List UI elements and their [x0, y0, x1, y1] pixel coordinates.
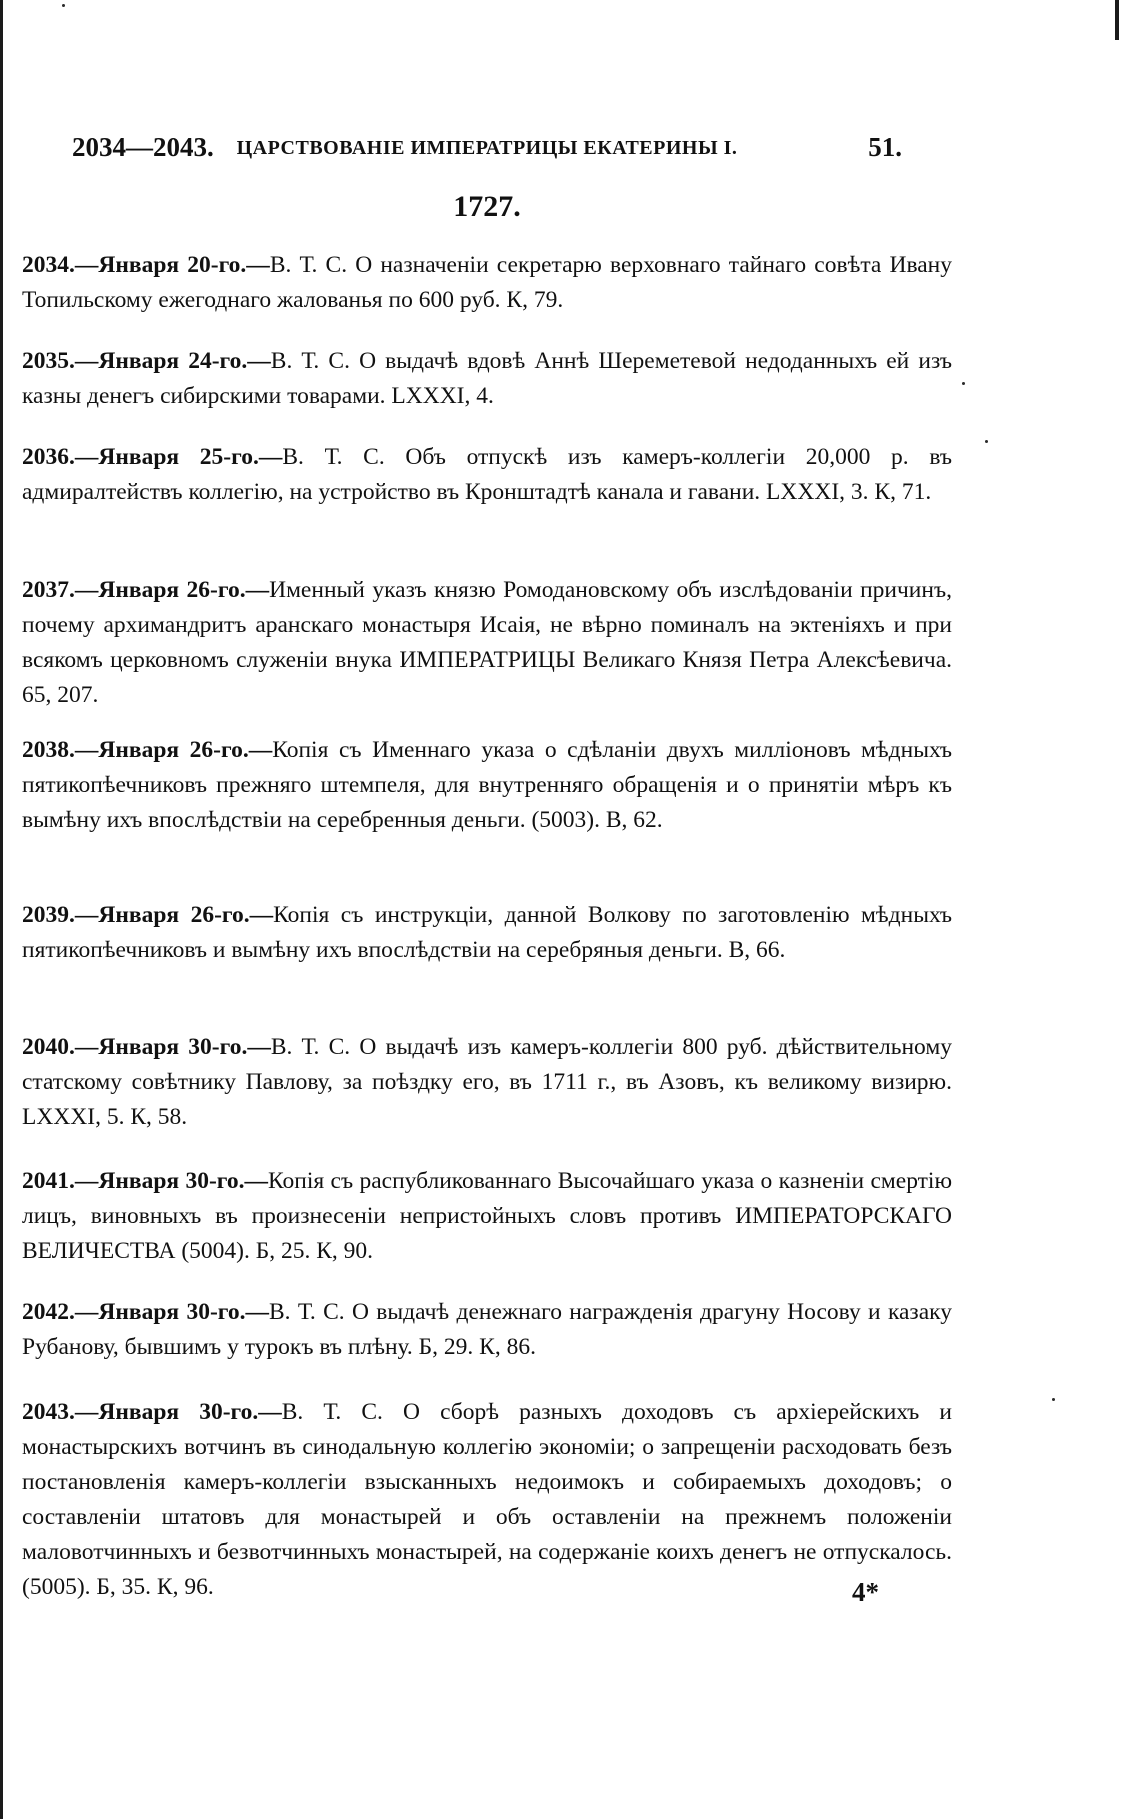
entry-number: 2037. [22, 577, 75, 603]
scan-speck [62, 4, 65, 7]
entry [22, 248, 952, 318]
entry-body: В. Т. С. О сборѣ разныхъ доходовъ съ архіерейскихъ и монастырскихъ вотчинъ въ синодальную коллегію экономіи; о запрещеніи расходовать безъ постановленія камеръ-коллегіи взысканныхъ недоимокъ и собираемыхъ доходовъ; о составленіи штатовъ для монастырей и объ оставленіи на прежнемъ положеніи маловотчинныхъ и безвотчинныхъ монастырей, на содержаніе коихъ денегъ не отпускалось. (5005). Б, 35. К, 96. [22, 1399, 952, 1600]
running-header [72, 132, 902, 172]
entry [22, 1030, 952, 1135]
entry [22, 1295, 952, 1365]
entry-date: —Января 24-го.— [74, 348, 271, 374]
entry-body: Копія съ Именнаго указа о сдѣланіи двухъ милліоновъ мѣдныхъ пятикопѣечниковъ прежняго штемпеля, для внутренняго обращенія и о принятіи мѣръ къ вымѣну ихъ впослѣдствіи на серебренныя деньги. (5003). В, 62. [22, 737, 952, 833]
entry-number: 2040. [22, 1034, 75, 1060]
header-entry-range: 2034—2043. [72, 132, 214, 162]
entry-number: 2035. [22, 348, 75, 374]
header-title: ЦАРСТВОВАНІЕ ИМПЕРАТРИЦЫ ЕКАТЕРИНЫ I. [236, 137, 738, 159]
entry [22, 344, 952, 414]
entry-number: 2043. [22, 1399, 75, 1425]
entry-body: Именный указъ князю Ромодановскому объ изслѣдованіи причинъ, почему архимандритъ аранскаго монастыря Исаія, не вѣрно поминалъ на эктеніяхъ и при всякомъ церковномъ служеніи внука ИМПЕРАТРИЦЫ Великаго Князя Петра Алексѣевича. 65, 207. [22, 577, 952, 708]
scan-speck [985, 440, 988, 443]
entry-body: В. Т. С. О выдачѣ вдовѣ Аннѣ Шереметевой недоданныхъ ей изъ казны денегъ сибирскими товарами. LXXXI, 4. [22, 348, 952, 409]
entry-body: В. Т. С. Объ отпускѣ изъ камеръ-коллегіи 20,000 р. въ адмиралтействъ коллегію, на устройство въ Кронштадтѣ канала и гавани. LXXXI, 3. К, 71. [22, 444, 952, 505]
signature-mark: 4* [852, 1577, 879, 1607]
entry-date: —Января 26-го.— [74, 902, 274, 928]
scan-edge-right [1115, 0, 1119, 40]
entry-number: 2039. [22, 902, 75, 928]
entry-number: 2042. [22, 1299, 75, 1325]
entry-body: Копія съ распубликованнаго Высочайшаго указа о казненіи смертію лицъ, виновныхъ въ произнесеніи непристойныхъ словъ противъ ИМПЕРАТОРСКАГО ВЕЛИЧЕСТВА (5004). Б, 25. К, 90. [22, 1168, 953, 1264]
scan-speck [962, 382, 965, 385]
entry-body: В. Т. С. О назначеніи секретарю верховнаго тайнаго совѣта Ивану Топильскому ежегоднаго жалованья по 600 руб. К, 79. [22, 252, 952, 313]
entry-date: —Января 20-го.— [74, 252, 270, 278]
entry-date: —Января 30-го.— [74, 1034, 271, 1060]
entry-body: Копія съ инструкціи, данной Волкову по заготовленію мѣдныхъ пятикопѣечниковъ и вымѣну ихъ впослѣдствіи на серебряныя деньги. В, 66. [22, 902, 952, 963]
page-number: 51. [868, 132, 902, 162]
entry-date: —Января 26-го.— [74, 737, 273, 763]
entry-body: В. Т. С. О выдачѣ изъ камеръ-коллегіи 800 руб. дѣйствительному статскому совѣтнику Павлову, за поѣздку его, въ 1711 г., въ Азовъ, къ великому визирю. LXXXI, 5. К, 58. [22, 1034, 952, 1130]
entry-number: 2041. [22, 1168, 75, 1194]
entry [22, 1164, 952, 1269]
year-heading: 1727. [453, 190, 521, 223]
entry [22, 1395, 952, 1605]
entry-date: —Января 30-го.— [74, 1399, 282, 1425]
entry [22, 573, 952, 713]
scan-edge-left [0, 0, 3, 1819]
entry-date: —Января 26-го.— [74, 577, 270, 603]
scan-speck [1052, 1398, 1055, 1401]
entry [22, 733, 952, 838]
entry-date: —Января 25-го.— [74, 444, 283, 470]
entry-number: 2036. [22, 444, 75, 470]
entry-number: 2034. [22, 252, 75, 278]
entry-number: 2038. [22, 737, 75, 763]
entry-body: В. Т. С. О выдачѣ денежнаго награжденія драгуну Носову и казаку Рубанову, бывшимъ у турокъ въ плѣну. Б, 29. К, 86. [22, 1299, 952, 1360]
entry-date: —Января 30-го.— [74, 1299, 269, 1325]
entry [22, 440, 952, 510]
entry [22, 898, 952, 968]
entry-date: —Января 30-го.— [74, 1168, 269, 1194]
